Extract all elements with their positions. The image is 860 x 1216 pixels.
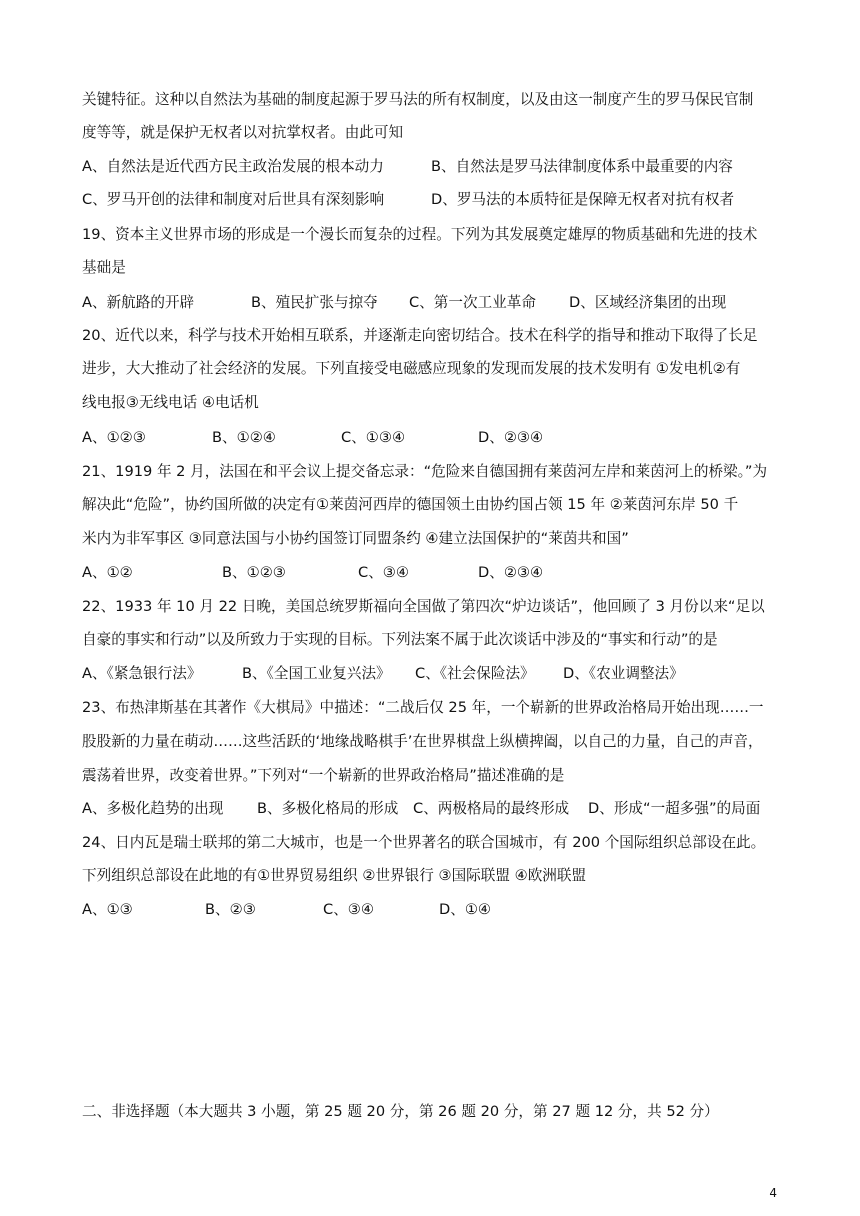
q22-option-d: D、《农业调整法》: [563, 665, 684, 682]
q24-text-line-2: 下列组织总部设在此地的有①世界贸易组织 ②世界银行 ③国际联盟 ④欧洲联盟: [82, 867, 587, 884]
q21-text-line-1: 21、1919 年 2 月，法国在和平会议上提交备忘录：“危险来自德国拥有莱茵河左岸和莱茵河上的桥梁。”为: [82, 463, 768, 480]
q22-option-c: C、《社会保险法》: [415, 665, 535, 682]
q19-option-a: A、新航路的开辟: [82, 294, 195, 311]
section-2-heading: 二、非选择题（本大题共 3 小题，第 25 题 20 分，第 26 题 20 分，第 27 题 12 分，共 52 分）: [82, 1103, 719, 1120]
q19-option-d: D、区域经济集团的出现: [569, 294, 727, 311]
q20-option-b: B、①②④: [212, 429, 276, 446]
q22-text-line-1: 22、1933 年 10 月 22 日晚，美国总统罗斯福向全国做了第四次“炉边谈话”，他回顾了 3 月份以来“足以: [82, 598, 765, 615]
q18-option-d: D、罗马法的本质特征是保障无权者对抗有权者: [431, 191, 735, 208]
q18-option-c: C、罗马开创的法律和制度对后世具有深刻影响: [82, 191, 385, 208]
q18-text-line-2: 度等等，就是保护无权者以对抗掌权者。由此可知: [82, 124, 404, 141]
q23-text-line-3: 震荡着世界，改变着世界。”下列对“一个崭新的世界政治格局”描述准确的是: [82, 767, 565, 784]
q20-text-line-2: 进步，大大推动了社会经济的发展。下列直接受电磁感应现象的发现而发展的技术发明有 ①发电机②有: [82, 360, 741, 377]
q23-text-line-2: 股股新的力量在萌动……这些活跃的‘地缘战略棋手’在世界棋盘上纵横捭阖，以自己的力量，自己的声音，: [82, 733, 763, 750]
page-number: 4: [769, 1186, 777, 1200]
q22-option-a: A、《紧急银行法》: [82, 665, 202, 682]
q18-text-line-1: 关键特征。这种以自然法为基础的制度起源于罗马法的所有权制度，以及由这一制度产生的罗马保民官制: [82, 91, 754, 108]
q22-option-b: B、《全国工业复兴法》: [242, 665, 391, 682]
q20-text-line-1: 20、近代以来，科学与技术开始相互联系，并逐渐走向密切结合。技术在科学的指导和推动下取得了长足: [82, 327, 758, 344]
q18-option-a: A、自然法是近代西方民主政治发展的根本动力: [82, 158, 384, 175]
q21-option-b: B、①②③: [222, 564, 286, 581]
q19-text-line-1: 19、资本主义世界市场的形成是一个漫长而复杂的过程。下列为其发展奠定雄厚的物质基础和先进的技术: [82, 226, 758, 243]
q20-option-d: D、②③④: [478, 429, 544, 446]
q23-option-b: B、多极化格局的形成: [257, 800, 399, 817]
q21-option-c: C、③④: [358, 564, 409, 581]
q23-option-d: D、形成“一超多强”的局面: [588, 800, 761, 817]
q21-text-line-2: 解决此“危险”，协约国所做的决定有①莱茵河西岸的德国领土由协约国占领 15 年 ②莱茵河东岸 50 千: [82, 496, 739, 513]
q19-option-c: C、第一次工业革命: [409, 294, 536, 311]
q22-text-line-2: 自豪的事实和行动”以及所致力于实现的目标。下列法案不属于此次谈话中涉及的“事实和行动”的是: [82, 631, 718, 648]
q19-option-b: B、殖民扩张与掠夺: [251, 294, 378, 311]
q24-option-c: C、③④: [323, 901, 374, 918]
q23-option-a: A、多极化趋势的出现: [82, 800, 224, 817]
q23-option-c: C、两极格局的最终形成: [413, 800, 570, 817]
q21-text-line-3: 米内为非军事区 ③同意法国与小协约国签订同盟条约 ④建立法国保护的“莱茵共和国”: [82, 530, 629, 547]
q20-option-c: C、①③④: [341, 429, 406, 446]
q24-option-a: A、①③: [82, 901, 133, 918]
q24-option-d: D、①④: [439, 901, 491, 918]
q21-option-d: D、②③④: [478, 564, 544, 581]
q20-option-a: A、①②③: [82, 429, 146, 446]
q19-text-line-2: 基础是: [82, 259, 126, 276]
q24-text-line-1: 24、日内瓦是瑞士联邦的第二大城市，也是一个世界著名的联合国城市，有 200 个国际组织总部设在此。: [82, 834, 766, 851]
q20-text-line-3: 线电报③无线电话 ④电话机: [82, 394, 259, 411]
q18-option-b: B、自然法是罗马法律制度体系中最重要的内容: [431, 158, 733, 175]
q21-option-a: A、①②: [82, 564, 133, 581]
q24-option-b: B、②③: [205, 901, 256, 918]
q23-text-line-1: 23、布热津斯基在其著作《大棋局》中描述：“二战后仅 25 年，一个崭新的世界政治格局开始出现……一: [82, 699, 764, 716]
